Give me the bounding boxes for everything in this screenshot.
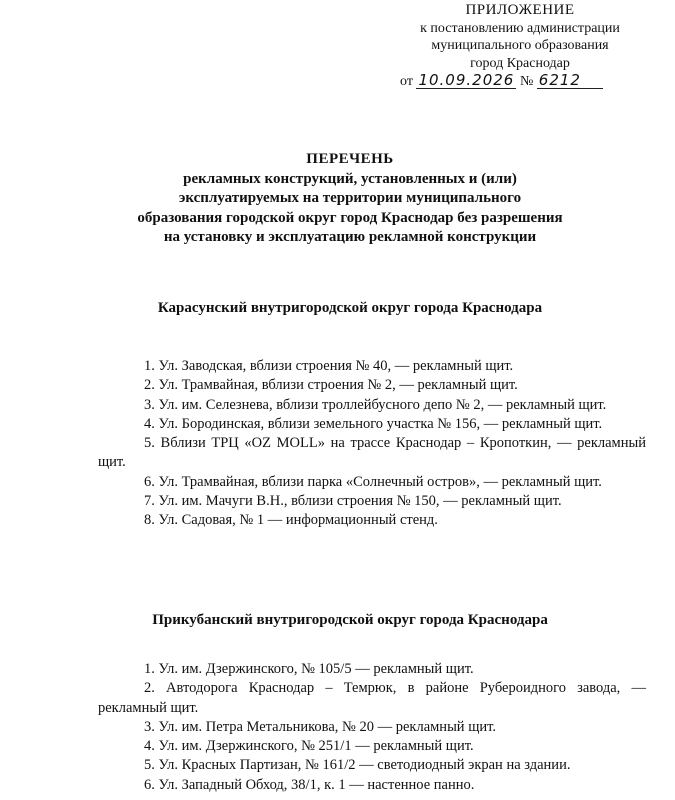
- list-item: 8. Ул. Садовая, № 1 — информационный стенд.: [144, 512, 438, 529]
- list-item: 5. Ул. Красных Партизан, № 161/2 — светодиодный экран на здании.: [144, 757, 571, 774]
- list-item: 6. Ул. Трамвайная, вблизи парка «Солнечный остров», — рекламный щит.: [144, 473, 602, 490]
- appendix-header: [400, 2, 640, 91]
- handwritten-date: 10.09.2026: [416, 72, 516, 89]
- document-title: ПЕРЕЧЕНЬ: [306, 151, 394, 167]
- list-prikubansky: [98, 660, 646, 795]
- list-item: 1. Ул. Заводская, вблизи строения № 40, — рекламный щит.: [144, 358, 514, 374]
- decree-date-number-row: [400, 72, 640, 91]
- subtitle-line-2: эксплуатируемых на территории муниципального: [178, 190, 522, 206]
- subtitle-line-4: на установку и эксплуатацию рекламной конструкции: [163, 229, 537, 245]
- subtitle-line-1: рекламных конструкций, установленных и (или): [183, 170, 517, 187]
- appendix-line-2: муниципального образования: [431, 38, 609, 53]
- list-item: 4. Ул. Бородинская, вблизи земельного участка № 156, — рекламный щит.: [144, 415, 603, 432]
- appendix-title: ПРИЛОЖЕНИЕ: [465, 2, 575, 18]
- number-label: №: [519, 74, 534, 89]
- list-item: 7. Ул. им. Мачуги В.Н., вблизи строения № 150, — рекламный щит.: [144, 493, 562, 510]
- list-item: 2. Автодорога Краснодар – Темрюк, в районе Рубероидного завода, — рекламный щит.: [98, 680, 646, 716]
- list-item: 2. Ул. Трамвайная, вблизи строения № 2, — рекламный щит.: [144, 377, 518, 394]
- list-karasunsky: [98, 357, 646, 531]
- section-heading-prikubansky: Прикубанский внутригородской округ города Краснодара: [152, 612, 548, 628]
- from-label: от: [400, 74, 413, 89]
- document-title-block: [100, 150, 600, 248]
- list-item: 6. Ул. Западный Обход, 38/1, к. 1 — настенное панно.: [144, 776, 475, 793]
- handwritten-number: 6212: [537, 72, 603, 89]
- list-item: 3. Ул. им. Селезнева, вблизи троллейбусного депо № 2, — рекламный щит.: [144, 396, 607, 413]
- list-item: 4. Ул. им. Дзержинского, № 251/1 — рекламный щит.: [144, 738, 474, 755]
- subtitle-line-3: образования городской округ город Краснодар без разрешения: [137, 209, 563, 226]
- section-heading-karasunsky: Карасунский внутригородской округ города Краснодара: [157, 300, 543, 316]
- list-item: 5. Вблизи ТРЦ «OZ MOLL» на трассе Краснодар – Кропоткин, — рекламный щит.: [98, 435, 646, 471]
- appendix-line-1: к постановлению администрации: [420, 20, 620, 36]
- list-item: 3. Ул. им. Петра Метальникова, № 20 — рекламный щит.: [144, 718, 496, 735]
- appendix-line-3: город Краснодар: [470, 55, 570, 71]
- list-item: 1. Ул. им. Дзержинского, № 105/5 — рекламный щит.: [144, 661, 474, 677]
